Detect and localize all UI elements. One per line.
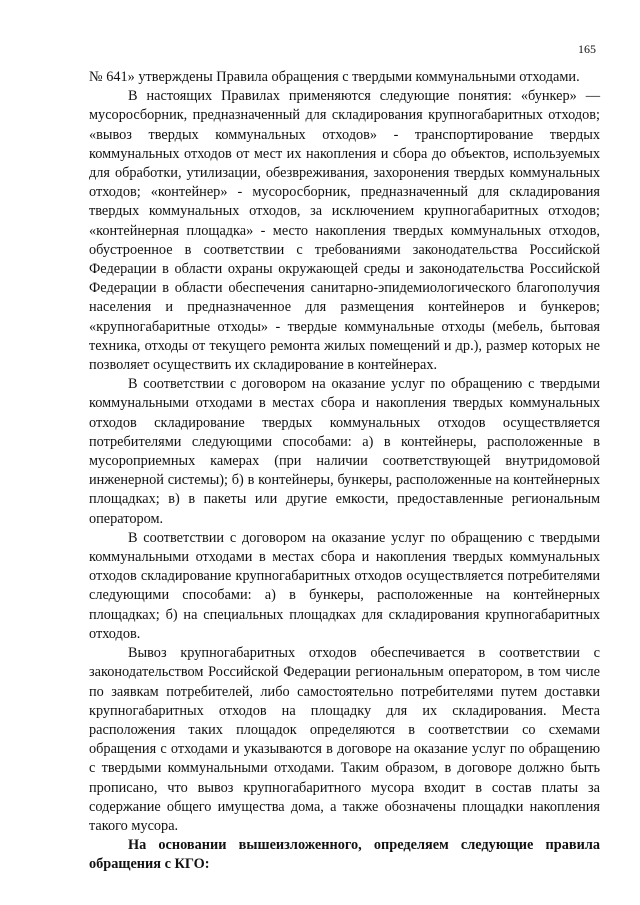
paragraph-conclusion-heading: На основании вышеизложенного, определяем следующие правила обращения с КГО: [89, 837, 600, 873]
paragraph-kgo-removal: Вывоз крупногабаритных отходов обеспечивается в соответствии с законодательством Российской Федерации региональным оператором, в том числе по заявкам потребителей, либо самостоятельно потребителями путем доставки крупногабаритных отходов на площадку для их складирования. Места расположения таких площадок определяются в соответствии со схемами обращения с отходами и указываются в договоре на оказание услуг по обращению с твердыми коммунальными отходами. Таким образом, в договоре должно быть прописано, что вывоз крупногабаритного мусора входит в состав платы за содержание общего имущества дома, а также обозначены площадки накопления такого мусора. [89, 645, 600, 834]
page-body [89, 68, 600, 875]
paragraph-continuation: № 641» утверждены Правила обращения с твердыми коммунальными отходами. [89, 69, 580, 85]
paragraph-tko-storage-methods: В соответствии с договором на оказание услуг по обращению с твердыми коммунальными отходами в местах сбора и накопления твердых коммунальных отходов складирование твердых коммунальных отходов осуществляется потребителями следующими способами: а) в контейнеры, расположенные в мусороприемных камерах (при наличии соответствующей внутридомовой инженерной системы); б) в контейнеры, бункеры, расположенные на контейнерных площадках; в) в пакеты или другие емкости, предоставленные региональным оператором. [89, 376, 600, 527]
paragraph-definitions: В настоящих Правилах применяются следующие понятия: «бункер» — мусоросборник, предназначенный для складирования крупногабаритных отходов; «вывоз твердых коммунальных отходов» - транспортирование твердых коммунальных отходов от мест их накопления и сбора до объектов, используемых для обработки, утилизации, обезвреживания, захоронения твердых коммунальных отходов; «контейнер» - мусоросборник, предназначенный для складирования твердых коммунальных отходов, за исключением крупногабаритных отходов; «контейнерная площадка» - место накопления твердых коммунальных отходов, обустроенное в соответствии с требованиями законодательства Российской Федерации в области охраны окружающей среды и законодательства Российской Федерации в области обеспечения санитарно-эпидемиологического благополучия населения и предназначенное для размещения контейнеров и бункеров; «крупногабаритные отходы» - твердые коммунальные отходы (мебель, бытовая техника, отходы от текущего ремонта жилых помещений и др.), размер которых не позволяет осуществить их складирование в контейнерах. [89, 88, 600, 374]
paragraph-kgo-storage-methods: В соответствии с договором на оказание услуг по обращению с твердыми коммунальными отходами в местах сбора и накопления твердых коммунальных отходов складирование крупногабаритных отходов осуществляется потребителями следующими способами: а) в бункеры, расположенные на контейнерных площадках; б) на специальных площадках для складирования крупногабаритных отходов. [89, 529, 600, 642]
page-number: 165 [578, 42, 596, 56]
